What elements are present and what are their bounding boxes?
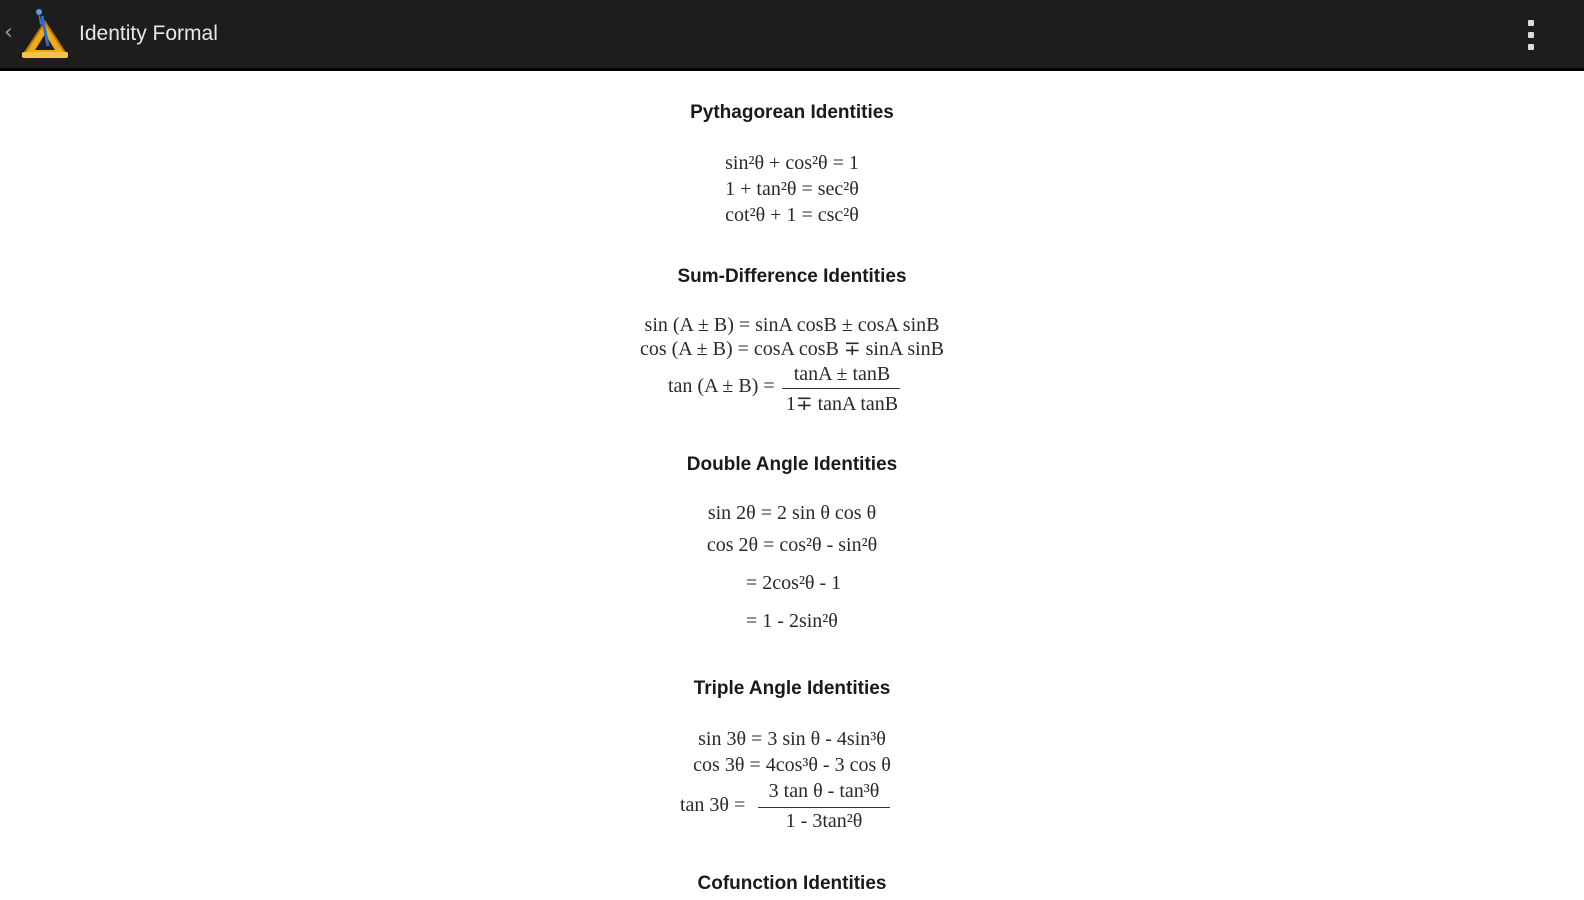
section-heading-cofunction: Cofunction Identities [697,873,887,894]
menu-dot [1528,44,1534,50]
section-heading-double-angle: Double Angle Identities [686,454,898,475]
menu-dot [1528,20,1534,26]
fraction-denominator: 1∓ tanA tanB [785,393,899,415]
formula-line: cos 3θ = 4cos³θ - 3 cos θ [693,754,891,776]
formula-line: sin²θ + cos²θ = 1 [725,152,859,174]
formula-lhs: tan (A ± B) = [668,375,775,397]
formula-line: sin 3θ = 3 sin θ - 4sin³θ [698,728,886,750]
geometry-compass-icon[interactable] [18,6,72,62]
formula-line: 1 + tan²θ = sec²θ [725,178,859,200]
formula-line: cot²θ + 1 = csc²θ [725,204,859,226]
formula-line: = 2cos²θ - 1 [746,572,842,594]
section-heading-sum-difference: Sum-Difference Identities [677,266,907,287]
back-chevron-icon[interactable]: ‹ [4,20,13,45]
action-bar [0,0,1584,71]
formula-content [0,71,1584,900]
tan-triple-formula [680,780,900,832]
formula-lhs: tan 3θ = [680,794,746,816]
overflow-menu-icon[interactable] [1520,18,1542,52]
section-heading-pythagorean: Pythagorean Identities [690,102,894,123]
formula-line: cos 2θ = cos²θ - sin²θ [706,534,878,556]
fraction-bar [782,388,900,389]
formula-line: cos (A ± B) = cosA cosB ∓ sinA sinB [639,338,945,360]
formula-line: sin 2θ = 2 sin θ cos θ [707,502,877,524]
formula-line: = 1 - 2sin²θ [746,610,838,632]
menu-dot [1528,32,1534,38]
fraction-denominator: 1 - 3tan²θ [785,810,863,832]
fraction-bar [758,807,890,808]
fraction-numerator: 3 tan θ - tan³θ [768,780,880,802]
fraction-numerator: tanA ± tanB [793,363,891,385]
tan-sum-formula [668,363,908,413]
page-title: Identity Formal [79,22,218,45]
formula-line: sin (A ± B) = sinA cosB ± cosA sinB [644,314,940,336]
section-heading-triple-angle: Triple Angle Identities [693,678,891,699]
